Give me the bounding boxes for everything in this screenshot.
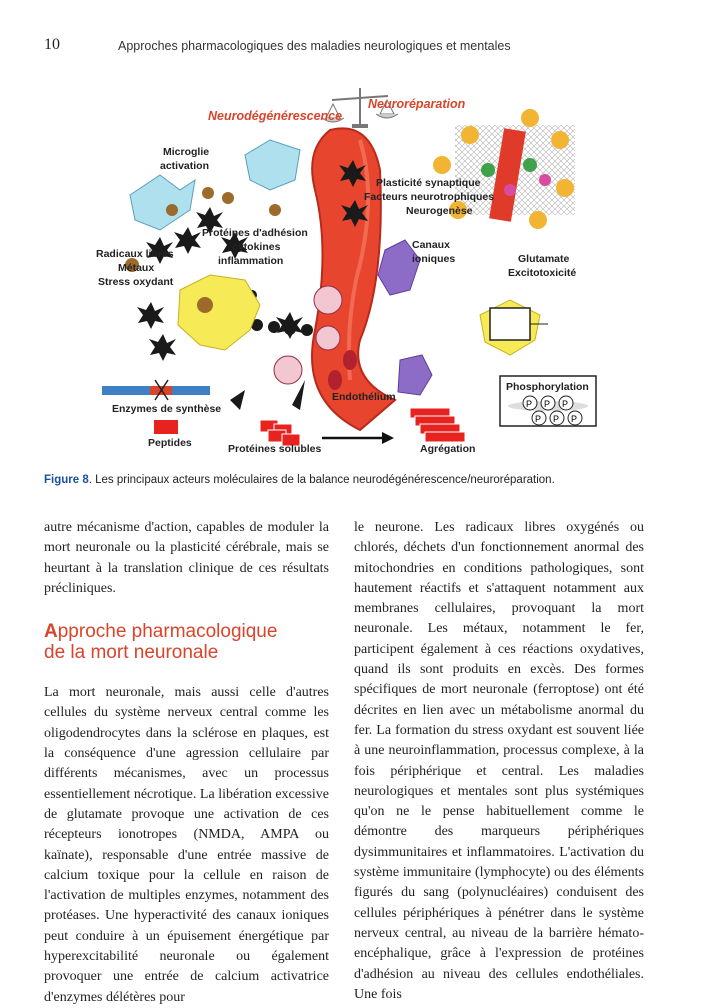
label-neurodegenerescence: Neurodégénérescence (208, 109, 343, 123)
page-header (44, 36, 678, 56)
label-stress: Stress oxydant (98, 276, 174, 288)
arrow-bolt (230, 390, 245, 410)
figure-caption-text: . Les principaux acteurs moléculaires de la balance neurodégénérescence/neuroréparation. (88, 474, 555, 486)
phospho-p: P (544, 399, 551, 409)
peptide-block (154, 420, 178, 434)
label-facteurs: Facteurs neurotrophiques (364, 191, 495, 203)
left-paragraph-2: La mort neuronale, mais aussi celle d'autres cellules du système nerveux central comme les oligodendrocytes dans la sclérose en plaques, est la conséquence d'une agression cellulaire par différents mécanismes, avec un processus essentiellement nécrotique. La libération excessive de glutamate provoque une activation de ces récepteurs ionotropes (NMDA, AMPA ou kaïnate), responsable d'une entrée massive de calcium toxique pour la cellule en raison de l'activation de multiples enzymes, notamment des protéases. Une hyperactivité des canaux ioniques peut conduire à un épuisement énergétique par hyperexcitabilité neuronale ou également provoquer une entrée de calcium activatrice d'enzymes délétères pour (44, 685, 329, 1005)
label-neuroreparation: Neuroréparation (368, 97, 466, 111)
phospho-p: P (535, 414, 542, 424)
figure-caption-label: Figure 8 (44, 474, 89, 486)
arrow-bolt (292, 380, 305, 410)
label-plasticite: Plasticité synaptique (376, 177, 481, 189)
section-heading (44, 621, 329, 663)
left-paragraph-1: autre mécanisme d'action, capables de moduler la mort neuronale ou la plasticité cérébrale, mais se heurtant à la translation clinique de ces résultats précliniques. (44, 520, 329, 596)
label-neurogenese: Neurogenèse (406, 205, 473, 217)
label-excitotoxicite: Excitotoxicité (508, 267, 577, 279)
section-heading-initial: A (44, 621, 58, 643)
label-peptides: Peptides (148, 437, 192, 449)
section-heading-line2: de la mort neuronale (44, 642, 219, 664)
running-title: Approches pharmacologiques des maladies neurologiques et mentales (118, 39, 511, 53)
label-proteines-adhesion: Protéines d'adhésion (202, 227, 308, 239)
right-column (354, 518, 644, 1005)
figure-caption (44, 474, 684, 486)
arrow-right (382, 432, 394, 444)
label-ioniques: ioniques (412, 253, 456, 265)
right-paragraph-1: le neurone. Les radicaux libres oxygénés ou chlorés, déchets d'un fonctionnement anormal des mitochondries en conditions pathologiques, sont hautement réactifs et s'attaquent notamment aux membranes cellulaires, provoquant la mort neuronale. Les métaux, notamment le fer, participent également à ces réactions oxydatives, quand ils sont produits en excès. Des formes spécifiques de mort neuronale (ferroptose) ont été décrites en lien avec un métabolisme anormal du fer. La formation du stress oxydant est souvent liée à une neuroinflammation, processus complexe, à la fois périphérique et central. Les maladies neurologiques et mentales sont plus systémiques qu'on ne le pense habituellement comme le démontre des marqueurs périphériques dysimmunitaires et inflammatoires. L'activation du système immunitaire (lymphocyte) ou des éléments figurés du sang (polynucléaires) conduisent des cellules périphériques à pénétrer dans le système nerveux central, au niveau de la barrière hémato-encéphalique, grâce à l'expression de protéines d'adhésion au niveau des cellules endothéliales. Une fois (354, 520, 644, 1002)
label-metaux: Métaux (118, 262, 155, 274)
label-canaux: Canaux (412, 239, 450, 251)
leukocyte (314, 286, 342, 314)
label-inflammation: inflammation (218, 255, 284, 267)
figure-8 (60, 80, 605, 465)
aggregate-blocks (410, 408, 465, 442)
left-column (44, 518, 329, 1008)
phospho-p: P (553, 414, 560, 424)
label-agregation: Agrégation (420, 443, 476, 455)
label-microglie: Microglie (163, 146, 210, 158)
label-phosphorylation: Phosphorylation (506, 381, 589, 393)
label-radicaux: Radicaux libres (96, 248, 174, 260)
leukocyte (316, 326, 340, 350)
enzymes-bar (102, 380, 210, 400)
label-glutamate: Glutamate (518, 253, 570, 265)
label-proteines-solubles: Protéines solubles (228, 443, 322, 455)
section-heading-line1: pproche pharmacologique (57, 621, 278, 643)
label-activation: activation (160, 160, 210, 172)
phospho-p: P (562, 399, 569, 409)
label-cytokines: cytokines (232, 241, 281, 253)
figure-illustration (60, 80, 605, 465)
phosphorylation-box (500, 376, 596, 426)
label-enzymes: Enzymes de synthèse (112, 403, 222, 415)
phospho-p: P (571, 414, 578, 424)
phospho-p: P (526, 399, 533, 409)
label-endothelium: Endothélium (332, 391, 396, 403)
page-number: 10 (44, 36, 60, 53)
leukocyte (274, 356, 302, 384)
